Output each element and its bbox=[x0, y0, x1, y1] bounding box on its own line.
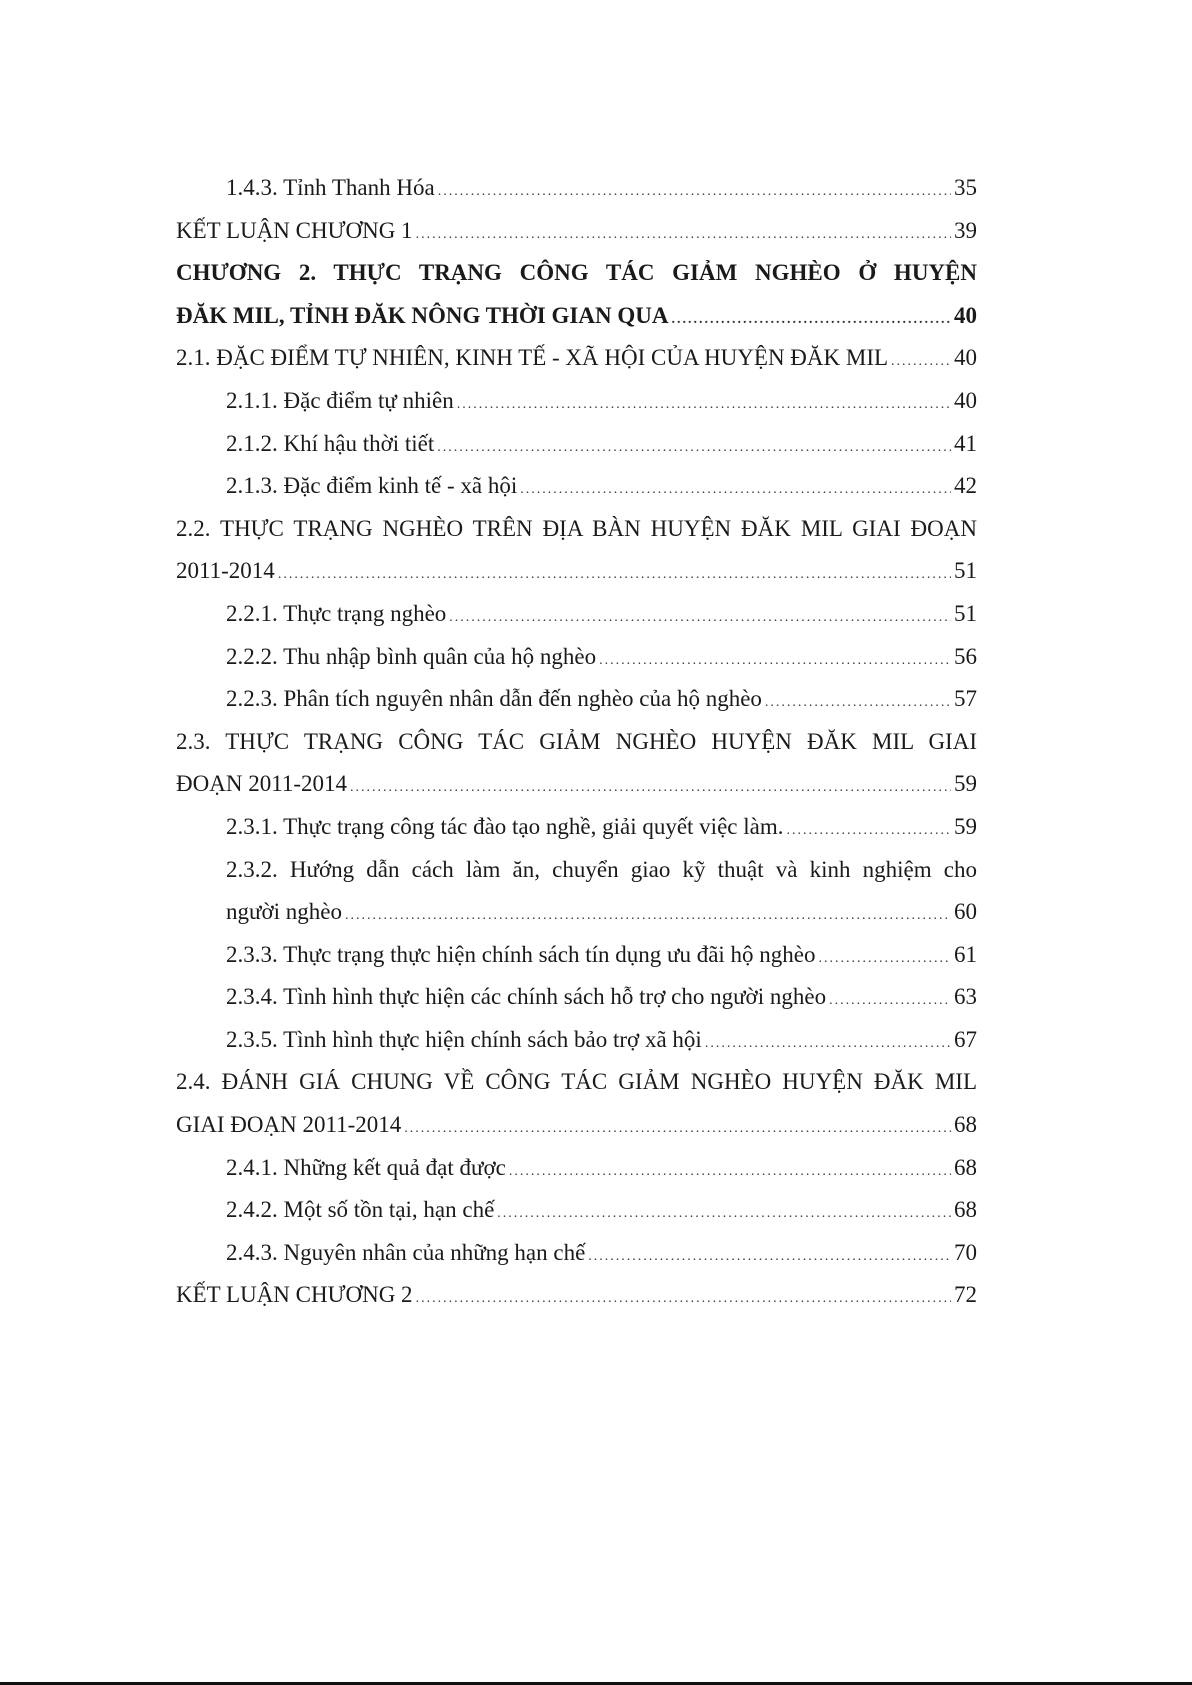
toc-entry-label: 2.3.1. Thực trạng công tác đào tạo nghề, giải quyết việc làm. bbox=[226, 813, 784, 839]
toc-entry[interactable] bbox=[176, 891, 977, 934]
dot-leader bbox=[520, 469, 951, 512]
toc-entry[interactable] bbox=[176, 678, 977, 721]
dot-leader bbox=[509, 1151, 951, 1194]
dot-leader bbox=[891, 341, 951, 384]
toc-entry-label: 2.2. THỰC TRẠNG NGHÈO TRÊN ĐỊA BÀN HUYỆN ĐĂK MIL GIAI ĐOẠN bbox=[176, 515, 977, 541]
dot-leader bbox=[786, 810, 951, 853]
toc-entry[interactable] bbox=[176, 934, 977, 977]
toc-entry-page-number: 67 bbox=[954, 1026, 977, 1052]
toc-entry[interactable] bbox=[176, 976, 977, 1019]
toc-entry-page-number: 41 bbox=[954, 430, 977, 456]
toc-entry[interactable] bbox=[176, 508, 977, 551]
toc-entry-page-number: 51 bbox=[954, 558, 977, 584]
toc-entry[interactable] bbox=[176, 636, 977, 679]
dot-leader bbox=[350, 767, 951, 810]
toc-entry-page-number: 60 bbox=[954, 899, 977, 925]
toc-entry-label: 2.1.3. Đặc điểm kinh tế - xã hội bbox=[226, 473, 518, 499]
toc-entry[interactable] bbox=[176, 423, 977, 466]
toc-entry-page-number: 39 bbox=[954, 217, 977, 243]
dot-leader bbox=[599, 640, 951, 683]
toc-entry-label: 2.2.2. Thu nhập bình quân của hộ nghèo bbox=[226, 643, 597, 669]
toc-entry[interactable] bbox=[176, 721, 977, 764]
toc-entry[interactable] bbox=[176, 1019, 977, 1062]
toc-entry[interactable] bbox=[176, 210, 977, 253]
toc-entry[interactable] bbox=[176, 1274, 977, 1317]
toc-entry-label: CHƯƠNG 2. THỰC TRẠNG CÔNG TÁC GIẢM NGHÈO Ở HUYỆN bbox=[176, 260, 977, 286]
dot-leader bbox=[588, 1236, 951, 1279]
toc-entry-label: 2.3.5. Tình hình thực hiện chính sách bảo trợ xã hội bbox=[226, 1026, 702, 1052]
dot-leader bbox=[705, 1023, 951, 1066]
toc-entry-page-number: 59 bbox=[954, 771, 977, 797]
toc-entry[interactable] bbox=[176, 380, 977, 423]
toc-entry[interactable] bbox=[176, 1061, 977, 1104]
dot-leader bbox=[449, 597, 951, 640]
toc-entry-page-number: 72 bbox=[954, 1282, 977, 1308]
toc-entry-label: 2.2.3. Phân tích nguyên nhân dẫn đến nghèo của hộ nghèo bbox=[226, 686, 762, 712]
dot-leader bbox=[671, 299, 951, 342]
toc-entry-page-number: 40 bbox=[954, 345, 977, 371]
toc-entry-label: 1.4.3. Tỉnh Thanh Hóa bbox=[226, 175, 435, 200]
table-of-contents bbox=[176, 167, 977, 1317]
toc-entry[interactable] bbox=[176, 252, 977, 295]
toc-entry-page-number: 40 bbox=[954, 302, 977, 328]
toc-entry-page-number: 68 bbox=[954, 1112, 977, 1138]
toc-entry-label: ĐOẠN 2011-2014 bbox=[176, 771, 347, 797]
toc-entry-label: 2.2.1. Thực trạng nghèo bbox=[226, 600, 447, 626]
toc-entry-page-number: 61 bbox=[954, 941, 977, 967]
toc-entry[interactable] bbox=[176, 295, 977, 338]
toc-entry[interactable] bbox=[176, 550, 977, 593]
dot-leader bbox=[437, 427, 951, 470]
toc-entry[interactable] bbox=[176, 1147, 977, 1190]
toc-entry[interactable] bbox=[176, 763, 977, 806]
toc-entry-label: KẾT LUẬN CHƯƠNG 1 bbox=[176, 217, 413, 243]
toc-entry[interactable] bbox=[176, 1189, 977, 1232]
toc-entry-label: 2.1.1. Đặc điểm tự nhiên bbox=[226, 387, 454, 413]
toc-entry-label: 2.3. THỰC TRẠNG CÔNG TÁC GIẢM NGHÈO HUYỆN ĐĂK MIL GIAI bbox=[176, 728, 977, 754]
toc-entry-page-number: 56 bbox=[954, 643, 977, 669]
toc-entry-label: người nghèo bbox=[226, 899, 342, 925]
toc-entry-label: 2.3.3. Thực trạng thực hiện chính sách tín dụng ưu đãi hộ nghèo bbox=[226, 941, 816, 967]
toc-entry-page-number: 42 bbox=[954, 473, 977, 499]
toc-entry-label: 2.1.2. Khí hậu thời tiết bbox=[226, 430, 435, 456]
toc-entry-label: ĐĂK MIL, TỈNH ĐĂK NÔNG THỜI GIAN QUA bbox=[176, 302, 669, 328]
toc-entry[interactable] bbox=[176, 337, 977, 380]
toc-entry-label: 2.4.3. Nguyên nhân của những hạn chế bbox=[226, 1239, 586, 1265]
dot-leader bbox=[416, 1278, 951, 1321]
toc-entry-label: 2.4.1. Những kết quả đạt được bbox=[226, 1154, 506, 1180]
toc-entry-page-number: 35 bbox=[954, 175, 977, 200]
toc-entry[interactable] bbox=[176, 593, 977, 636]
dot-leader bbox=[457, 384, 951, 427]
toc-entry-page-number: 51 bbox=[954, 600, 977, 626]
dot-leader bbox=[497, 1193, 951, 1236]
toc-entry[interactable] bbox=[176, 1104, 977, 1147]
toc-entry[interactable] bbox=[176, 167, 977, 210]
toc-entry-label: GIAI ĐOẠN 2011-2014 bbox=[176, 1112, 402, 1138]
toc-entry-page-number: 59 bbox=[954, 813, 977, 839]
toc-entry-page-number: 68 bbox=[954, 1154, 977, 1180]
toc-entry-label: 2.4.2. Một số tồn tại, hạn chế bbox=[226, 1197, 495, 1223]
toc-entry[interactable] bbox=[176, 465, 977, 508]
toc-entry[interactable] bbox=[176, 1232, 977, 1275]
toc-entry-label: 2.3.4. Tình hình thực hiện các chính sách hỗ trợ cho người nghèo bbox=[226, 984, 827, 1010]
toc-entry[interactable] bbox=[176, 806, 977, 849]
dot-leader bbox=[765, 682, 951, 725]
toc-entry-label: 2.1. ĐẶC ĐIỂM TỰ NHIÊN, KINH TẾ - XÃ HỘI CỦA HUYỆN ĐĂK MIL bbox=[176, 345, 889, 371]
toc-entry-page-number: 40 bbox=[954, 387, 977, 413]
dot-leader bbox=[345, 895, 951, 938]
dot-leader bbox=[438, 171, 951, 214]
dot-leader bbox=[416, 214, 951, 257]
dot-leader bbox=[404, 1108, 951, 1151]
toc-entry-label: KẾT LUẬN CHƯƠNG 2 bbox=[176, 1282, 413, 1308]
toc-entry-page-number: 57 bbox=[954, 686, 977, 712]
toc-entry-label: 2.3.2. Hướng dẫn cách làm ăn, chuyển giao kỹ thuật và kinh nghiệm cho bbox=[226, 856, 977, 882]
toc-entry-page-number: 68 bbox=[954, 1197, 977, 1223]
dot-leader bbox=[829, 980, 951, 1023]
toc-entry-page-number: 70 bbox=[954, 1239, 977, 1265]
toc-entry[interactable] bbox=[176, 849, 977, 892]
toc-entry-label: 2.4. ĐÁNH GIÁ CHUNG VỀ CÔNG TÁC GIẢM NGHÈO HUYỆN ĐĂK MIL bbox=[176, 1069, 977, 1095]
dot-leader bbox=[819, 938, 952, 981]
dot-leader bbox=[278, 554, 951, 597]
toc-entry-label: 2011-2014 bbox=[176, 558, 275, 584]
toc-entry-page-number: 63 bbox=[954, 984, 977, 1010]
